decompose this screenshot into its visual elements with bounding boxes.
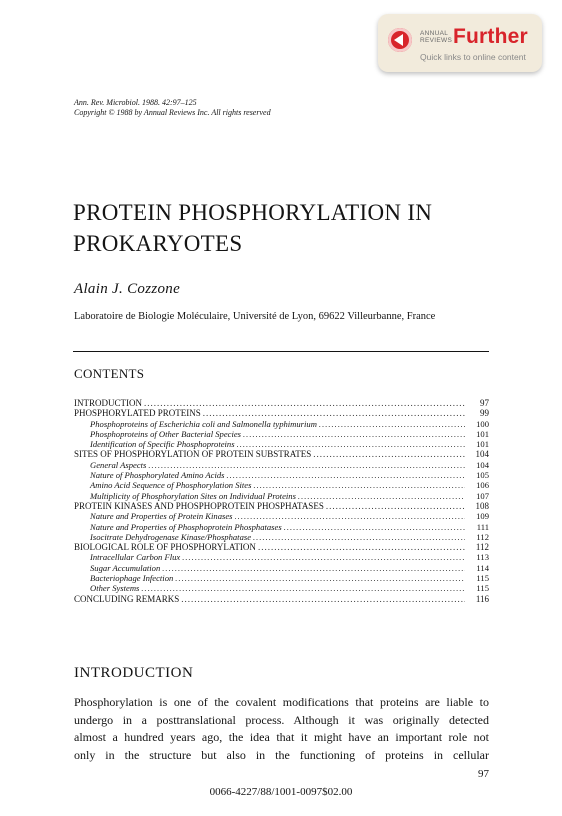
toc-entry-title: Other Systems xyxy=(90,583,140,594)
toc-leader-dots xyxy=(162,563,465,573)
toc-entry[interactable] xyxy=(74,522,489,532)
intro-line: only in the structure but also in the functioning of proteins in cellular xyxy=(74,747,489,762)
toc-entry-page: 112 xyxy=(476,531,489,542)
toc-entry-page: 108 xyxy=(475,500,489,511)
badge-subtitle: Quick links to online content xyxy=(420,52,526,62)
toc-entry[interactable] xyxy=(74,511,489,521)
toc-entry[interactable] xyxy=(74,594,489,604)
toc-entry-page: 105 xyxy=(476,470,489,481)
toc-leader-dots xyxy=(326,501,465,511)
contents-heading: CONTENTS xyxy=(74,366,145,381)
toc-entry-page: 115 xyxy=(476,583,489,594)
toc-entry[interactable] xyxy=(74,542,489,552)
toc-entry-title: General Aspects xyxy=(90,459,147,470)
toc-entry-title: PROTEIN KINASES AND PHOSPHOPROTEIN PHOSPHATASES xyxy=(74,500,324,511)
citation-line-1: Ann. Rev. Microbiol. 1988. 42:97–125 xyxy=(74,98,197,107)
toc-leader-dots xyxy=(226,470,465,480)
intro-line: undergo in a posttranslational process. Although it was originally detected xyxy=(74,712,489,727)
toc-entry-title: Bacteriophage Infection xyxy=(90,573,174,584)
toc-leader-dots xyxy=(141,583,465,593)
badge-annual-label: ANNUAL xyxy=(420,30,449,37)
footer-code: 0066-4227/88/1001-0097$02.00 xyxy=(209,786,353,798)
toc-entry-title: Sugar Accumulation xyxy=(90,562,161,573)
toc-entry-page: 116 xyxy=(475,593,489,604)
toc-entry-title: Phosphoproteins of Escherichia coli and Salmonella typhimurium xyxy=(90,418,317,429)
toc-entry[interactable] xyxy=(74,460,489,470)
toc-leader-dots xyxy=(203,408,465,418)
toc-entry-title: PHOSPHORYLATED PROTEINS xyxy=(74,408,201,419)
toc-entry[interactable] xyxy=(74,552,489,562)
citation xyxy=(74,98,271,118)
toc-entry[interactable] xyxy=(74,419,489,429)
toc-entry-title: Amino Acid Sequence of Phosphorylation Sites xyxy=(90,480,252,491)
toc-leader-dots xyxy=(253,480,465,490)
toc-entry[interactable] xyxy=(74,439,489,449)
toc-entry-title: Nature and Properties of Protein Kinases xyxy=(90,511,233,522)
toc-leader-dots xyxy=(148,460,465,470)
toc-leader-dots xyxy=(175,573,465,583)
toc-leader-dots xyxy=(298,491,465,501)
toc-entry-page: 100 xyxy=(476,418,489,429)
toc-entry[interactable] xyxy=(74,491,489,501)
toc-entry-title: Nature of Phosphorylated Amino Acids xyxy=(90,470,225,481)
toc-entry[interactable] xyxy=(74,480,489,490)
toc-entry-page: 114 xyxy=(476,562,489,573)
toc-entry-page: 99 xyxy=(480,408,489,419)
toc-leader-dots xyxy=(235,511,465,521)
toc-entry-page: 113 xyxy=(476,552,489,563)
toc-entry[interactable] xyxy=(74,563,489,573)
introduction-text xyxy=(74,694,489,764)
toc-entry-page: 101 xyxy=(476,428,489,439)
citation-line-2: Copyright © 1988 by Annual Reviews Inc. All rights reserved xyxy=(74,108,271,117)
author-affiliation: Laboratoire de Biologie Moléculaire, Université de Lyon, 69622 Villeurbanne, France xyxy=(74,311,436,322)
further-badge[interactable] xyxy=(378,14,542,72)
toc-leader-dots xyxy=(284,522,465,532)
toc-entry-page: 111 xyxy=(476,521,489,532)
page-number: 97 xyxy=(478,768,489,780)
toc-entry-page: 109 xyxy=(476,511,489,522)
toc-leader-dots xyxy=(144,398,465,408)
toc-entry[interactable] xyxy=(74,532,489,542)
toc-entry-page: 97 xyxy=(480,398,489,408)
toc-entry[interactable] xyxy=(74,573,489,583)
toc-entry-page: 101 xyxy=(476,439,489,450)
divider-rule xyxy=(73,351,489,352)
table-of-contents xyxy=(74,398,489,604)
toc-entry-title: INTRODUCTION xyxy=(74,398,142,408)
toc-leader-dots xyxy=(181,594,465,604)
toc-entry-title: Nature and Properties of Phosphoprotein Phosphatases xyxy=(90,521,282,532)
intro-line: almost a hundred years ago, the idea that it might have an important role not xyxy=(74,730,489,744)
toc-entry-title: CONCLUDING REMARKS xyxy=(74,593,180,604)
toc-entry-title: Intracellular Carbon Flux xyxy=(90,552,181,563)
toc-entry[interactable] xyxy=(74,429,489,439)
toc-entry-title: BIOLOGICAL ROLE OF PHOSPHORYLATION xyxy=(74,542,256,553)
play-back-icon xyxy=(388,28,412,52)
toc-entry[interactable] xyxy=(74,470,489,480)
author-name: Alain J. Cozzone xyxy=(74,281,181,297)
toc-leader-dots xyxy=(237,439,465,449)
toc-entry[interactable] xyxy=(74,501,489,511)
toc-leader-dots xyxy=(243,429,465,439)
toc-entry-page: 104 xyxy=(476,459,489,470)
toc-leader-dots xyxy=(182,552,465,562)
toc-entry[interactable] xyxy=(74,398,489,408)
toc-entry-title: Identification of Specific Phosphoproteins xyxy=(90,439,235,450)
title-line-2: PROKARYOTES xyxy=(73,231,243,256)
badge-reviews-label: REVIEWS xyxy=(420,37,453,44)
toc-entry[interactable] xyxy=(74,583,489,593)
toc-entry-title: Phosphoproteins of Other Bacterial Species xyxy=(90,428,242,439)
toc-leader-dots xyxy=(253,532,465,542)
toc-entry-page: 107 xyxy=(476,490,489,501)
toc-leader-dots xyxy=(313,449,465,459)
toc-entry[interactable] xyxy=(74,408,489,418)
toc-entry-title: SITES OF PHOSPHORYLATION OF PROTEIN SUBSTRATES xyxy=(74,449,312,460)
toc-entry[interactable] xyxy=(74,449,489,459)
badge-further-label: Further xyxy=(453,25,528,48)
toc-leader-dots xyxy=(258,542,465,552)
toc-leader-dots xyxy=(319,419,465,429)
toc-entry-title: Multiplicity of Phosphorylation Sites on Individual Proteins xyxy=(90,490,296,501)
toc-entry-title: Isocitrate Dehydrogenase Kinase/Phosphatase xyxy=(90,531,252,542)
toc-entry-page: 112 xyxy=(475,542,489,553)
article-title xyxy=(73,197,432,259)
toc-entry-page: 104 xyxy=(475,449,489,460)
introduction-heading: INTRODUCTION xyxy=(74,665,194,681)
intro-line: Phosphorylation is one of the covalent modifications that proteins are liable to xyxy=(74,695,489,709)
toc-entry-page: 106 xyxy=(476,480,489,491)
title-line-1: PROTEIN PHOSPHORYLATION IN xyxy=(73,200,433,225)
toc-entry-page: 115 xyxy=(476,573,489,584)
